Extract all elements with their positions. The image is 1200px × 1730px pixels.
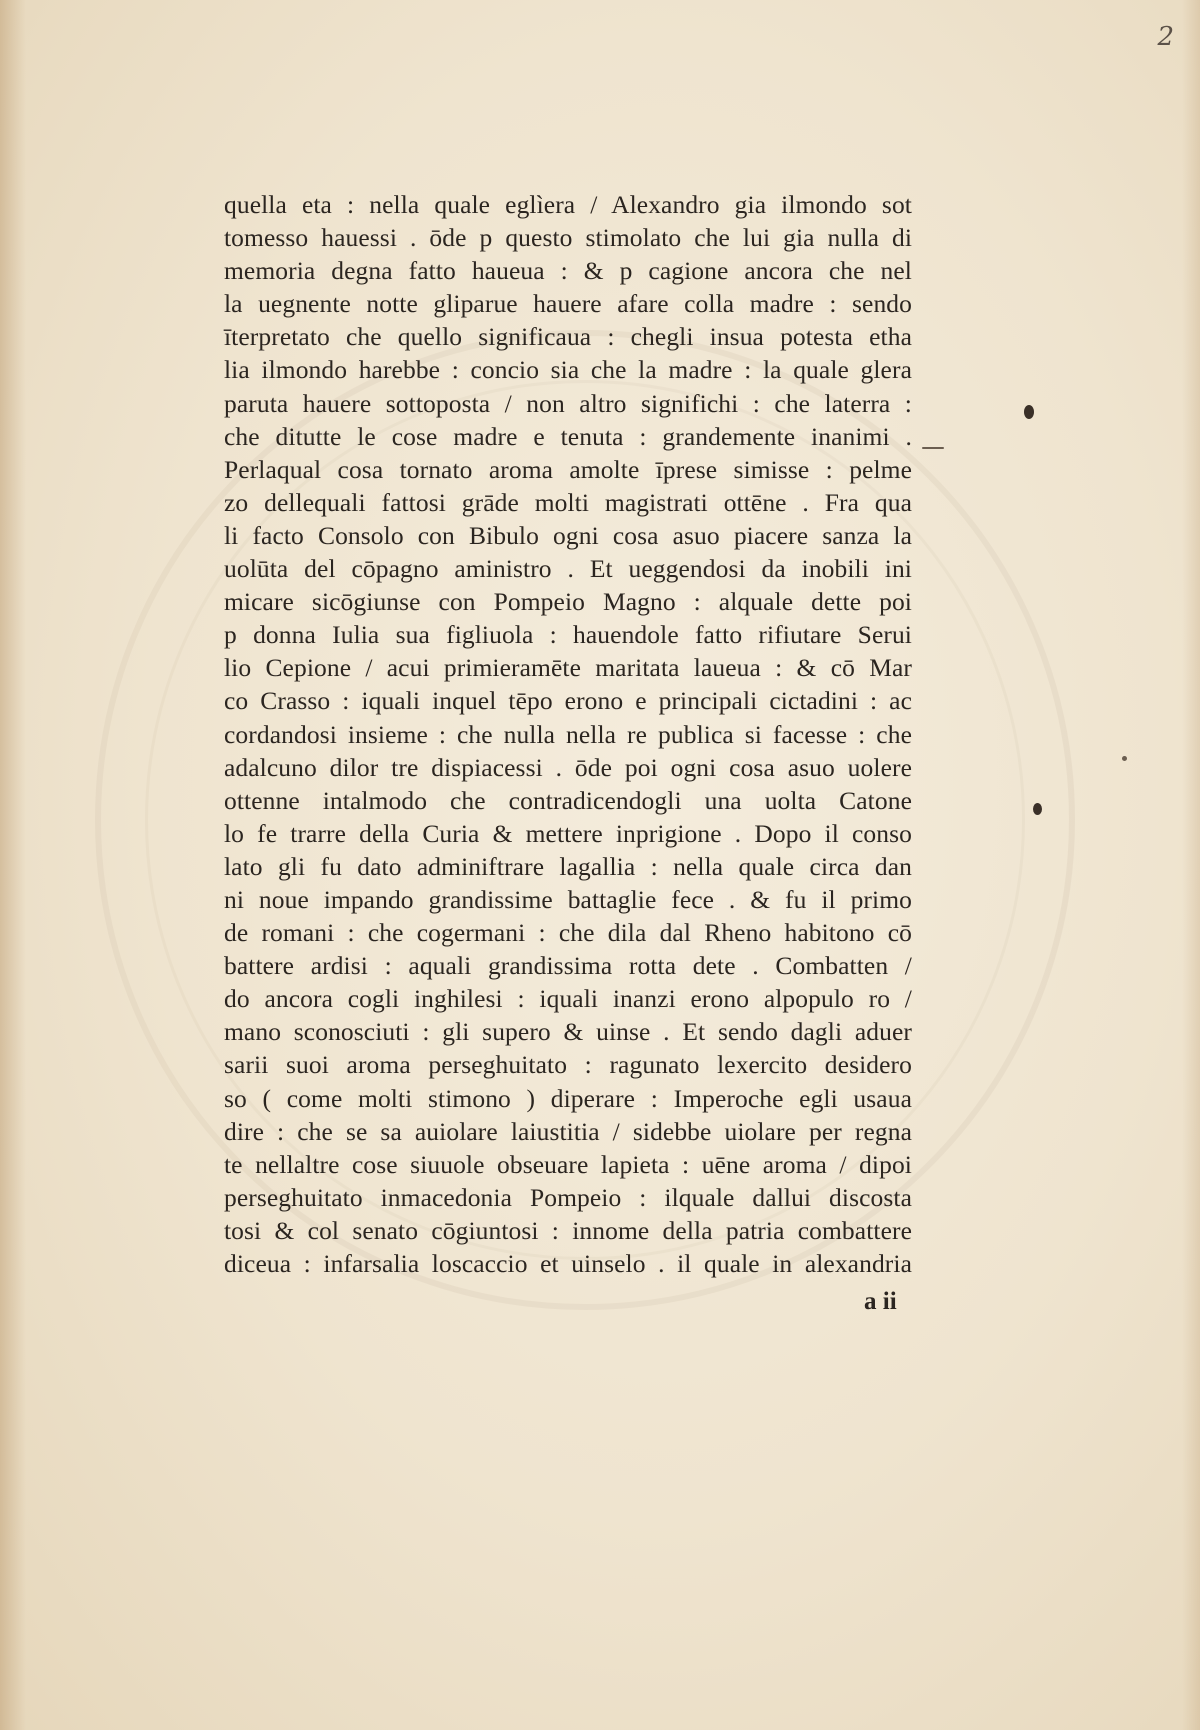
text-line: lia ilmondo harebbe : concio sia che la madre : la quale glera <box>224 355 912 385</box>
text-line: de romani : che cogermani : che dila dal Rheno habitono cō <box>224 918 912 948</box>
text-line: ni noue impando grandissime battaglie fece . & fu il primo <box>224 884 912 914</box>
right-edge-stain <box>1182 0 1200 1730</box>
text-line: adalcuno dilor tre dispiacessi . ōde poi ogni cosa asuo uolere <box>224 752 912 782</box>
text-line: li facto Consolo con Bibulo ogni cosa asuo piacere sanza la <box>224 520 912 550</box>
ink-speck <box>1024 405 1034 419</box>
body-text <box>224 188 912 1280</box>
left-edge-stain <box>0 0 26 1730</box>
folio-number: 2 <box>1157 22 1174 52</box>
text-line: te nellaltre cose siuuole obseuare lapieta : uēne aroma / dipoi <box>224 1149 912 1179</box>
text-line: Perlaqual cosa tornato aroma amolte īprese simisse : pelme <box>224 454 912 484</box>
text-line: sarii suoi aroma perseghuitato : ragunato lexercito desidero <box>224 1050 912 1080</box>
text-line: quella eta : nella quale eglìera / Alexandro gia ilmondo sot <box>224 190 912 219</box>
text-line: lio Cepione / acui primieramēte maritata laueua : & cō Mar <box>224 653 912 683</box>
text-line: īterpretato che quello significaua : chegli insua potesta etha <box>224 322 912 352</box>
signature-mark: a ii <box>864 1288 897 1315</box>
text-line: p donna Iulia sua figliuola : hauendole fatto rifiutare Serui <box>224 620 912 650</box>
text-line: lato gli fu dato adminiftrare lagallia : nella quale circa dan <box>224 851 912 881</box>
text-line: memoria degna fatto haueua : & p cagione ancora che nel <box>224 256 912 286</box>
text-line: do ancora cogli inghilesi : iquali inanzi erono alpopulo ro / <box>224 984 912 1014</box>
text-line: ottenne intalmodo che contradicendogli una uolta Catone <box>224 785 912 815</box>
text-line: battere ardisi : aquali grandissima rotta dete . Combatten / <box>224 951 912 981</box>
text-line: zo dellequali fattosi grāde molti magistrati ottēne . Fra qua <box>224 487 912 517</box>
ink-speck <box>922 447 944 449</box>
text-line: perseghuitato inmacedonia Pompeio : ilquale dallui discosta <box>224 1182 912 1212</box>
text-line: so ( come molti stimono ) diperare : Imperoche egli usaua <box>224 1083 912 1113</box>
text-line: che ditutte le cose madre e tenuta : grandemente inanimi . <box>224 421 912 451</box>
text-line: paruta hauere sottoposta / non altro significhi : che laterra : <box>224 388 912 418</box>
text-line: tomesso hauessi . ōde p questo stimolato che lui gia nulla di <box>224 223 912 253</box>
text-line: cordandosi insieme : che nulla nella re publica si facesse : che <box>224 719 912 749</box>
text-line: dire : che se sa auiolare laiustitia / sidebbe uiolare per regna <box>224 1116 912 1146</box>
ink-speck <box>1033 803 1042 815</box>
text-line: diceua : infarsalia loscaccio et uinselo . il quale in alexandria <box>224 1249 912 1278</box>
ink-speck <box>1122 756 1127 761</box>
text-line: la uegnente notte gliparue hauere afare colla madre : sendo <box>224 289 912 319</box>
text-line: micare sicōgiunse con Pompeio Magno : alquale dette poi <box>224 587 912 617</box>
text-line: tosi & col senato cōgiuntosi : innome della patria combattere <box>224 1215 912 1245</box>
text-line: co Crasso : iquali inquel tēpo erono e principali cictadini : ac <box>224 686 912 716</box>
text-line: uolūta del cōpagno aministro . Et ueggendosi da inobili ini <box>224 554 912 584</box>
text-line: lo fe trarre della Curia & mettere inprigione . Dopo il conso <box>224 818 912 848</box>
text-line: mano sconosciuti : gli supero & uinse . Et sendo dagli aduer <box>224 1017 912 1047</box>
